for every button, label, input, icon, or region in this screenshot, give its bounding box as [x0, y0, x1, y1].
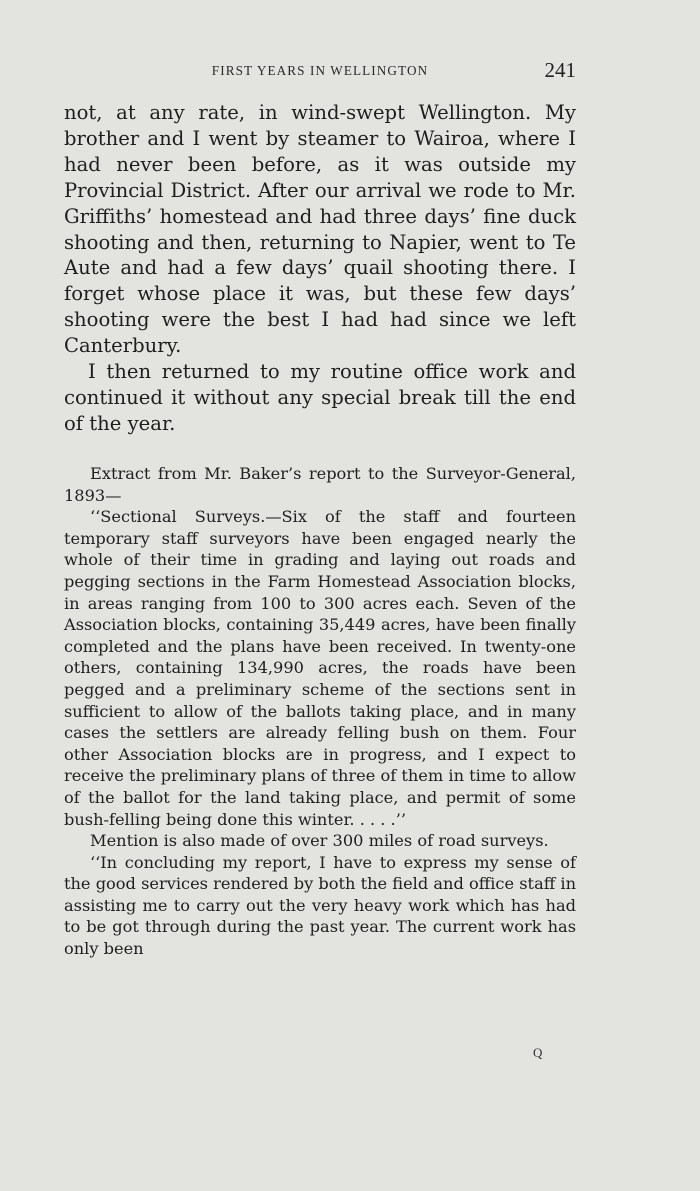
extract-intro: Extract from Mr. Baker’s report to the Surveyor-General, 1893— [64, 464, 576, 505]
body-paragraph: I then returned to my routine office work and continued it without any special break till the end of the year. [64, 360, 576, 435]
running-head [64, 58, 576, 82]
page-number: 241 [544, 58, 576, 82]
running-title: FIRST YEARS IN WELLINGTON [211, 63, 429, 78]
report-extract [64, 463, 576, 960]
main-body-text [64, 100, 576, 437]
body-paragraph: not, at any rate, in wind-swept Wellington. My brother and I went by steamer to Wairoa, where I had never been before, as it was outside my Provincial District. After our arrival we rode to Mr. Griffiths’ homestead and had three days’ fine duck shooting and then, returning to Napier, went to Te Aute and had a few days’ quail shooting there. I forget whose place it was, but these few days’ shooting were the best I had had since we left Canterbury. [64, 101, 576, 358]
signature-mark: Q [533, 1045, 544, 1060]
extract-paragraph: ‘‘Sectional Surveys.—Six of the staff and fourteen temporary staff surveyors have been engaged nearly the whole of their time in grading and laying out roads and pegging sections in the Farm Homestead Association blocks, in areas ranging from 100 to 300 acres each. Seven of the Association blocks, containing 35,449 acres, have been finally completed and the plans have been received. In twenty-one others, containing 134,990 acres, the roads have been pegged and a preliminary scheme of the sections sent in sufficient to allow of the ballots taking place, and in many cases the settlers are already felling bush on them. Four other Association blocks are in progress, and I expect to receive the preliminary plans of three of them in time to allow of the ballot for the land taking place, and permit of some bush-felling being done this winter. . . . .’’ [64, 507, 576, 829]
extract-paragraph: ‘‘In concluding my report, I have to express my sense of the good services rendered by both the field and office staff in assisting me to carry out the very heavy work which has had to be got through during the past year. The current work has only been [64, 852, 576, 959]
extract-paragraph: Mention is also made of over 300 miles of road surveys. [90, 831, 549, 851]
